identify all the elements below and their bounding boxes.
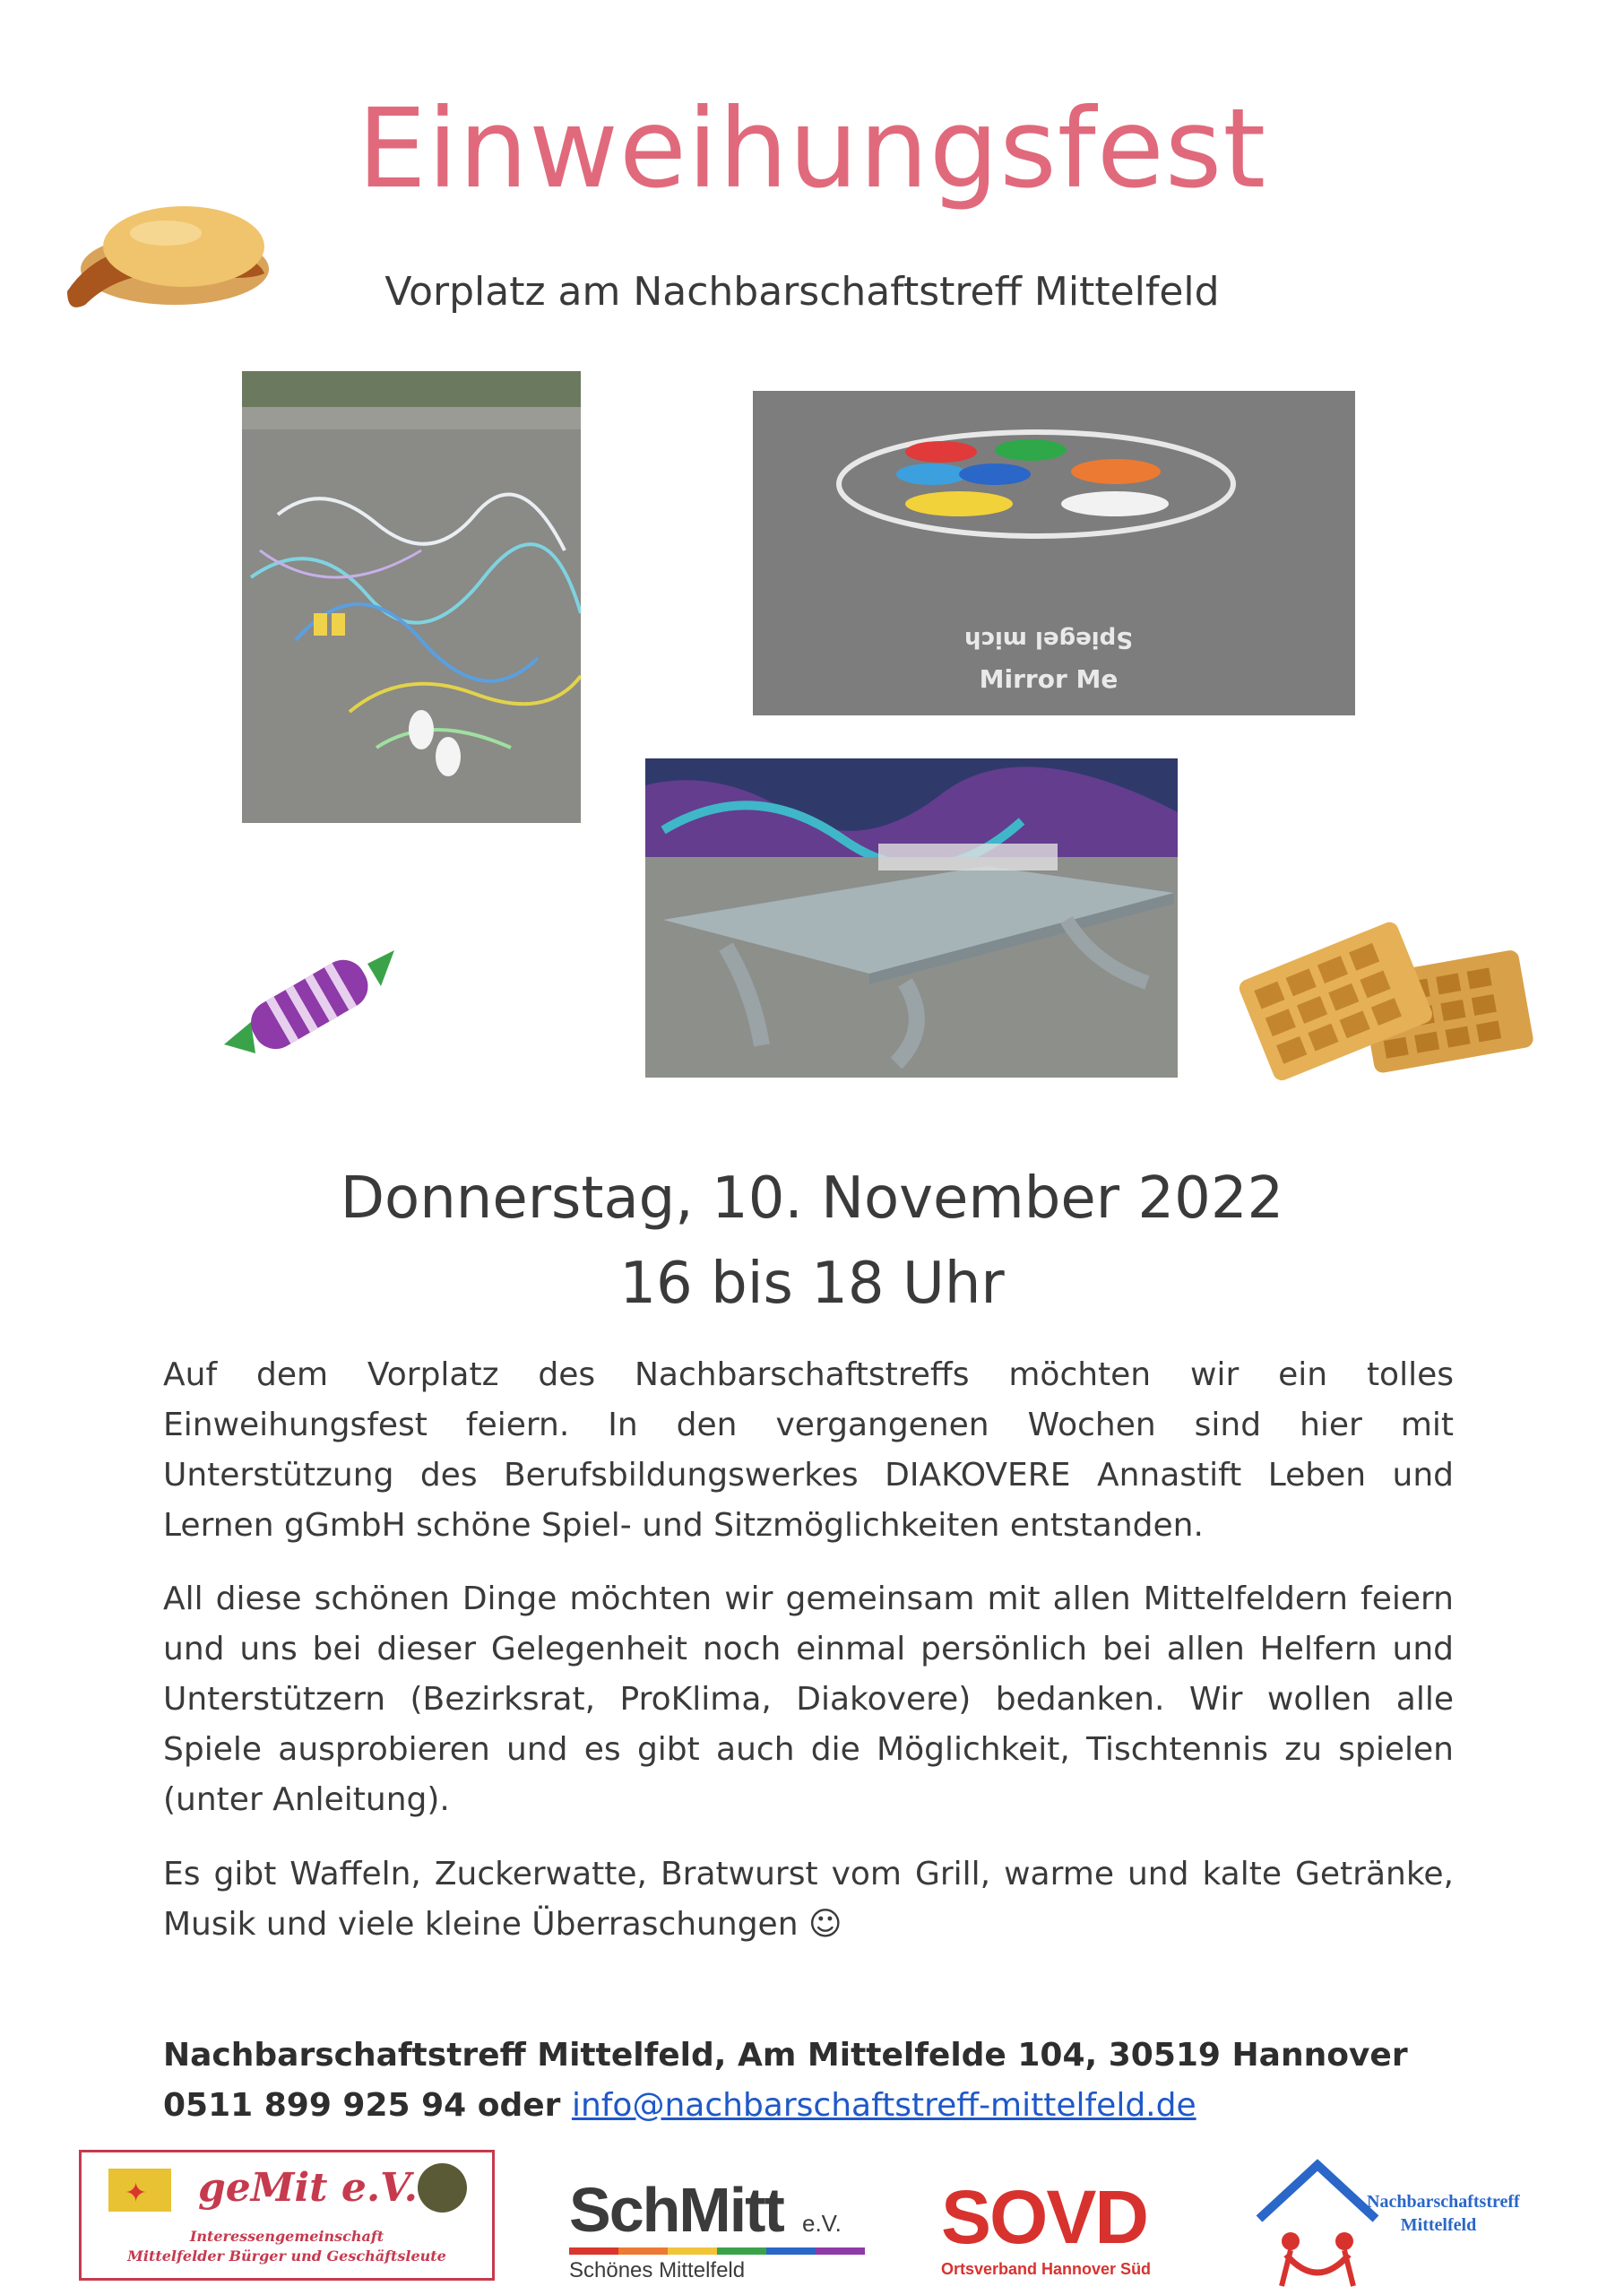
paragraph-thanks: All diese schönen Dinge möchten wir gemeinsam mit allen Mittelfeldern feiern und uns bei dieser Gelegenheit noch einmal persönlich bei allen Helfern und Unterstützern (Bezirksrat, ProKlima, Diakovere) bedanken. Wir wollen alle Spiele ausprobieren und es gibt auch die Möglichkeit, Tischtennis zu spielen (unter Anleitung). (163, 1581, 1454, 1818)
paragraph-offerings: Es gibt Waffeln, Zuckerwatte, Bratwurst vom Grill, warme und kalte Getränke, Musik und viele kleine Überraschungen ☺ (163, 1856, 1454, 1943)
event-time: 16 bis 18 Uhr (619, 1251, 1005, 1317)
schmitt-color-bar (569, 2247, 865, 2255)
maple-leaf-icon: ✦ (125, 2178, 148, 2209)
event-date: Donnerstag, 10. November 2022 (340, 1165, 1284, 1232)
gemit-mascot-icon (418, 2163, 467, 2213)
schmitt-suffix: e.V. (802, 2210, 842, 2237)
gemit-name: geMit e.V. (198, 2165, 418, 2211)
gemit-logo (79, 2150, 495, 2281)
sovd-tagline: Ortsverband Hannover Süd (941, 2260, 1152, 2278)
contact-phone: 0511 899 925 94 oder (163, 2087, 572, 2124)
photo-mirror-me (753, 391, 1355, 715)
mirror-text-inverted: Spiegel mich (963, 626, 1134, 653)
paragraph-intro: Auf dem Vorplatz des Nachbarschaftstreffs möchten wir ein tolles Einweihungsfest feiern. In den vergangenen Wochen sind hier mit Unterstützung des Berufsbildungswerkes DIAKOVERE Annastift Leben und Lernen gGmbH schöne Spiel- und Sitzmöglichkeiten entstanden. (163, 1356, 1454, 1544)
hotdog-illustration (49, 184, 273, 327)
mirror-text: Mirror Me (979, 664, 1119, 694)
contact-email-link[interactable]: info@nachbarschaftstreff-mittelfeld.de (571, 2087, 1196, 2124)
page-title: Einweihungsfest (357, 85, 1267, 212)
contact-address: Nachbarschaftstreff Mittelfeld, Am Mittelfelde 104, 30519 Hannover (163, 2037, 1408, 2074)
schmitt-name: SchMitt (569, 2175, 783, 2245)
waffle-illustration (1232, 910, 1546, 1103)
schmitt-tagline: Schönes Mittelfeld (569, 2258, 746, 2282)
nbt-line1: Nachbarschaftstreff (1367, 2192, 1520, 2212)
photo-table-tennis (645, 758, 1178, 1078)
sovd-logo (932, 2174, 1174, 2291)
sovd-name: SOVD (941, 2175, 1148, 2259)
contact-line (163, 2087, 1196, 2124)
nbt-line2: Mittelfeld (1400, 2215, 1477, 2235)
candy-illustration (215, 937, 403, 1071)
page-subtitle: Vorplatz am Nachbarschaftstreff Mittelfeld (384, 269, 1220, 315)
schmitt-logo (569, 2174, 874, 2291)
nachbarschaftstreff-logo (1250, 2156, 1528, 2291)
house-icon (1250, 2156, 1385, 2291)
photo-chalk-drawings (242, 371, 581, 823)
gemit-line2: Mittelfelder Bürger und Geschäftsleute (127, 2247, 446, 2265)
gemit-line1: Interessengemeinschaft (189, 2228, 384, 2245)
